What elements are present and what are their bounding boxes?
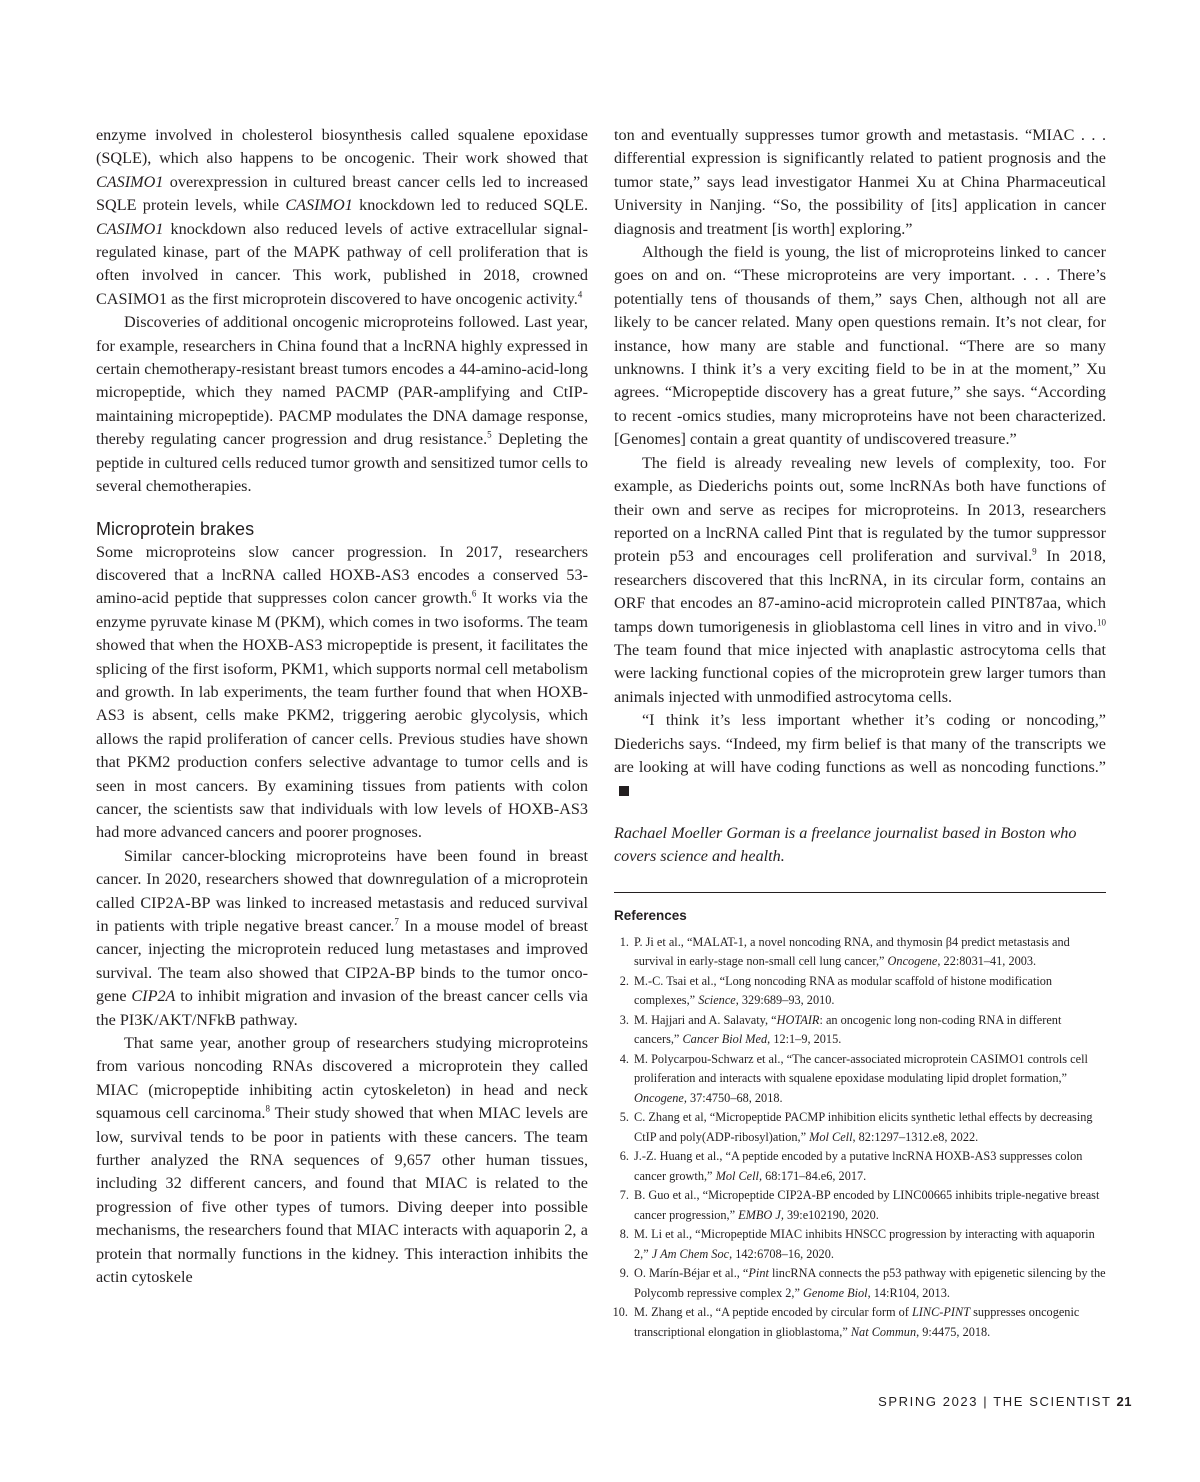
reference-number: 3.	[619, 1012, 629, 1027]
reference-item	[614, 1108, 1106, 1147]
italic-text: HOTAIR	[776, 1012, 820, 1027]
section-heading: Microprotein brakes	[96, 518, 255, 539]
text-run: It works via the enzyme pyruvate kinase M (PKM), which comes in two isoforms. The team showed that when the HOXB-AS3 micropeptide is present, it facilitates the splicing of the first isoform, PKM1, which supports normal cell metabolism and growth. In lab experiments, the team further found that when HOXB-AS3 is absent, cells make PKM2, triggering aerobic glycolysis, which allows the rapid proliferation of cancer cells. Previous studies have shown that PKM2 production confers selective advantage to tumor cells and is seen in most cancers. By examining tissues from patients with colon cancer, the scientists saw that individuals with low levels of HOXB-AS3 had more advanced cancers and poorer prognoses.	[96, 589, 588, 842]
text-run: , 14:R104, 2013.	[867, 1285, 950, 1300]
reference-item	[614, 972, 1106, 1011]
italic-text: Mol Cell	[809, 1129, 853, 1144]
reference-item	[614, 1264, 1106, 1303]
text-run: : an oncogenic long non-coding RNA in different cancers,”	[634, 1012, 1062, 1047]
text-run: M. Zhang et al., “A peptide encoded by circular form of	[634, 1305, 912, 1320]
text-run: M.-C. Tsai et al., “Long noncoding RNA as modular scaffold of histone modification complexes,”	[634, 973, 1053, 1008]
text-run: O. Marín-Béjar et al., “	[634, 1266, 749, 1281]
citation-superscript: 10	[1097, 617, 1106, 628]
italic-text: CIP2A	[131, 987, 176, 1006]
text-run: knockdown led to reduced SQLE.	[352, 196, 589, 215]
text-run: In 2018, researchers discovered that this lncRNA, in its circular form, contains an ORF that encodes an 87-amino-acid microprotein called PINT87aa, which tamps down tumorigenesis in glioblastoma cell lines in vitro and in vivo.	[614, 547, 1107, 636]
citation-superscript: 8	[265, 1103, 270, 1114]
text-run: enzyme involved in cholesterol biosynthesis called squalene epoxidase (SQLE), which also happens to be oncogenic. Their work showed that	[96, 126, 588, 168]
text-run: The team found that mice injected with anaplastic astrocytoma cells that were lacking functional copies of the microprotein grew larger tumors than animals injected with unmodified astrocytoma cells.	[614, 640, 1106, 706]
text-run: knockdown also reduced levels of active extracellular signal-regulated kinase, part of the MAPK pathway of cell proliferation that is often involved in cancer. This work, published in 2018, crowned CASIMO1 as the first microprotein discovered to have oncogenic activity.	[96, 219, 588, 308]
text-run: Depleting the peptide in cultured cells reduced tumor growth and sensitized tumor cells to several chemotherapies.	[96, 430, 588, 496]
text-run: , 82:1297–1312.e8, 2022.	[852, 1129, 979, 1144]
text-run: overexpression in cultured breast cancer cells led to increased SQLE protein levels, while	[96, 172, 588, 215]
page-number: 21	[1116, 1394, 1132, 1409]
body-paragraph	[96, 541, 588, 845]
text-run: Some microproteins slow cancer progression. In 2017, researchers discovered that a lncRNA called HOXB-AS3 encodes a conserved 53-amino-acid peptide that suppresses colon cancer growth.	[96, 542, 588, 608]
italic-text: Mol Cell,	[715, 1168, 763, 1183]
reference-item	[614, 1303, 1106, 1342]
text-run: Although the field is young, the list of microproteins linked to cancer goes on and on. “These microproteins are very important. . . . There’s potentially tens of thousands of them,” says Chen, although not all are likely to be cancer related. Many open questions remain. It’s not clear, for instance, how many are stable and functional. “There are so many unknowns. I think it’s a very exciting field to be in at the moment,” Xu agrees. “Micropeptide discovery has a great future,” she says. “According to recent -omics studies, many microproteins have not been characterized. [Genomes] contain a great quantity of undiscovered treasure.”	[614, 243, 1106, 449]
text-run: ton and eventually suppresses tumor growth and metastasis. “MIAC . . . differential expression is significantly related to patient prognosis and the tumor state,” says lead investigator Hanmei Xu at China Pharmaceutical University in Nanjing. “So, the possibility of [its] application in cancer diagnosis and treatment [is worth] exploring.”	[614, 126, 1106, 238]
body-paragraph	[96, 311, 588, 498]
body-paragraph	[614, 124, 1106, 241]
italic-text: J Am Chem Soc	[651, 1246, 730, 1261]
italic-text: Pint	[748, 1266, 769, 1281]
body-paragraph	[96, 1032, 588, 1289]
reference-number: 5.	[619, 1110, 629, 1125]
page-footer	[820, 1392, 1132, 1412]
italic-text: CASIMO1	[96, 219, 164, 238]
text-run: , 12:1–9, 2015.	[767, 1032, 842, 1047]
author-bio: Rachael Moeller Gorman is a freelance journalist based in Boston who covers science and health.	[614, 823, 1077, 866]
reference-item	[614, 1011, 1106, 1050]
reference-number: 10.	[612, 1305, 628, 1320]
italic-text: Nat Commun	[850, 1324, 917, 1339]
text-run: M. Polycarpou-Schwarz et al., “The cancer-associated microprotein CASIMO1 controls cell proliferation and interacts with squalene epoxidase modulating lipid droplet formation,”	[634, 1051, 1088, 1086]
left-column	[96, 124, 588, 1290]
text-run: , 142:6708–16, 2020.	[729, 1246, 834, 1261]
citation-superscript: 5	[487, 429, 492, 440]
body-paragraph	[96, 845, 588, 1032]
text-run: 39:e102190, 2020.	[783, 1207, 879, 1222]
reference-item	[614, 933, 1106, 972]
text-run: , 9:4475, 2018.	[916, 1324, 991, 1339]
references-divider	[614, 892, 1106, 893]
text-run: That same year, another group of researchers studying microproteins from various noncoding RNAs discovered a microprotein they called MIAC (micropeptide inhibiting actin cytoskeleton) in head and neck squamous cell carcinoma.	[96, 1034, 588, 1123]
end-mark-icon	[619, 786, 629, 796]
italic-text: Science	[698, 993, 736, 1008]
text-run: “I think it’s less important whether it’s coding or noncoding,” Diederichs says. “Indeed, my firm belief is that many of the transcripts we are looking at will have coding functions as well as noncoding functions.”	[614, 711, 1106, 776]
italic-text: Genome Biol	[803, 1285, 868, 1300]
text-run: P. Ji et al., “MALAT-1, a novel noncoding RNA, and thymosin β4 predict metastasis and survival in early-stage non-small cell lung cancer,”	[634, 934, 1070, 969]
body-paragraph	[614, 709, 1106, 803]
text-run: M. Hajjari and A. Salavaty, “	[634, 1012, 777, 1027]
reference-number: 2.	[619, 973, 629, 988]
reference-item	[614, 1050, 1106, 1109]
text-run: to inhibit migration and invasion of the breast cancer cells via the PI3K/AKT/NFkB pathway.	[96, 987, 588, 1029]
reference-number: 8.	[619, 1227, 629, 1242]
citation-superscript: 4	[577, 289, 583, 300]
text-run: 68:171–84.e6, 2017.	[762, 1168, 867, 1183]
italic-text: Cancer Biol Med	[682, 1032, 768, 1047]
italic-text: CASIMO1	[96, 172, 164, 191]
italic-text: Oncogene,	[634, 1090, 687, 1105]
italic-text: Oncogene	[887, 954, 938, 969]
reference-item	[614, 1225, 1106, 1264]
reference-number: 6.	[619, 1149, 629, 1164]
text-run: lincRNA connects the p53 pathway with epigenetic silencing by the Polycomb repressive complex 2,”	[634, 1266, 1106, 1300]
right-column	[614, 124, 1106, 1342]
italic-text: CASIMO1	[285, 196, 353, 215]
text-run: 37:4750–68, 2018.	[686, 1090, 783, 1105]
text-run: B. Guo et al., “Micropeptide CIP2A-BP encoded by LINC00665 inhibits triple-negative breast cancer progression,”	[634, 1188, 1100, 1222]
text-run: suppresses oncogenic transcriptional elongation in glioblastoma,”	[634, 1305, 1080, 1339]
text-run: C. Zhang et al, “Micropeptide PACMP inhibition elicits synthetic lethal effects by decreasing CtIP and poly(ADP-ribosyl)ation,”	[634, 1110, 1093, 1144]
reference-number: 4.	[619, 1051, 629, 1066]
citation-superscript: 7	[394, 916, 399, 927]
reference-item	[614, 1147, 1106, 1186]
citation-superscript: 9	[1032, 546, 1037, 557]
text-run: In a mouse model of breast cancer, injecting the microprotein reduced lung metastases and improved survival. The team also showed that CIP2A-BP binds to the tumor oncogene	[96, 917, 588, 1006]
text-run: , 22:8031–41, 2003.	[937, 954, 1037, 969]
references-list	[614, 933, 1106, 1343]
text-run: The field is already revealing new levels of complexity, too. For example, as Diederichs points out, some lncRNAs both have functions of their own and serve as recipes for microproteins. In 2013, researchers reported on a lncRNA called Pint that is regulated by the tumor suppressor protein p53 and encourages cell proliferation and survival.	[614, 453, 1106, 566]
reference-number: 1.	[619, 934, 629, 949]
reference-number: 7.	[619, 1188, 629, 1203]
reference-item	[614, 1186, 1106, 1225]
text-run: J.-Z. Huang et al., “A peptide encoded by a putative lncRNA HOXB-AS3 suppresses colon cancer growth,”	[634, 1149, 1083, 1183]
issue-label: SPRING 2023 | THE SCIENTIST	[878, 1394, 1112, 1409]
reference-number: 9.	[619, 1266, 629, 1281]
text-run: , 329:689–93, 2010.	[735, 993, 835, 1008]
italic-text: LINC-PINT	[911, 1305, 971, 1320]
text-run: Their study showed that when MIAC levels are low, survival tends to be poor in patients with these cancers. The team further analyzed the RNA sequences of 9,657 other human tissues, including 32 different cancers, and found that MIAC is related to the progression of five other types of tumors. Diving deeper into possible mechanisms, the researchers found that MIAC interacts with aquaporin 2, a protein that normally functions in the kidney. This interaction inhibits the actin cytoskele	[96, 1104, 588, 1287]
citation-superscript: 6	[471, 588, 477, 599]
body-paragraph	[614, 241, 1106, 452]
references-heading: References	[614, 907, 687, 923]
text-run: Discoveries of additional oncogenic microproteins followed. Last year, for example, researchers in China found that a lncRNA highly expressed in certain chemotherapy-resistant breast tumors encodes a 44-amino-acid-long micropeptide, which they named PACMP (PAR-amplifying and CtIP-maintaining micropeptide). PACMP modulates the DNA damage response, thereby regulating cancer progression and drug resistance.	[96, 313, 588, 449]
body-paragraph	[614, 452, 1106, 709]
text-run: M. Li et al., “Micropeptide MIAC inhibits HNSCC progression by interacting with aquaporin 2,”	[634, 1227, 1095, 1261]
text-run: Similar cancer-blocking microproteins have been found in breast cancer. In 2020, researchers showed that downregulation of a microprotein called CIP2A-BP was linked to increased metastasis and reduced survival in patients with triple negative breast cancer.	[96, 846, 588, 935]
italic-text: EMBO J,	[738, 1207, 784, 1222]
body-paragraph	[96, 124, 588, 311]
